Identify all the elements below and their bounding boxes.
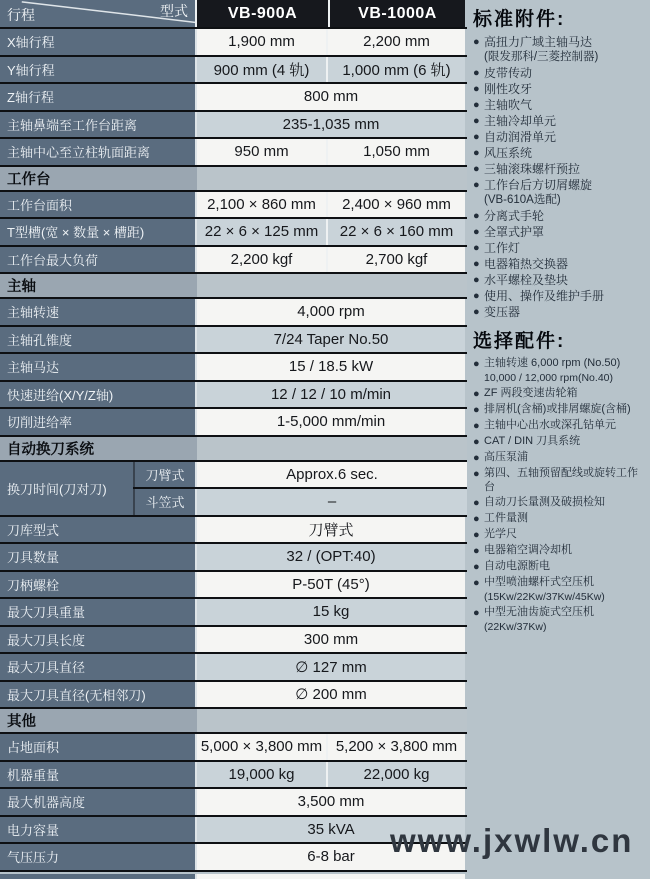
list-item <box>473 272 648 288</box>
list-item-label: 高扭力广域主轴马达 <box>484 35 593 49</box>
list-item <box>473 304 648 320</box>
table-row <box>0 654 467 682</box>
list-item <box>473 161 648 177</box>
list-item <box>473 559 648 575</box>
table-row <box>0 789 467 817</box>
website-watermark: www.jxwlw.cn <box>390 822 634 859</box>
row-label: T型槽(宽 × 数量 × 槽距) <box>0 219 197 245</box>
list-item-label: 第四、五轴预留配线或旋转工作台 <box>484 466 638 494</box>
list-item-label: 皮带传动 <box>484 66 533 80</box>
subrow-label: 斗笠式 <box>133 489 197 515</box>
list-item <box>473 386 648 402</box>
list-item-label: 电器箱热交换器 <box>484 257 569 271</box>
cutoff-row <box>0 874 467 879</box>
table-row <box>0 192 467 220</box>
table-row <box>0 247 467 275</box>
corner-model-axis-label: 型式 <box>160 3 188 19</box>
cutoff-row-value <box>197 874 465 879</box>
list-item-label: 分离式手轮 <box>484 209 545 223</box>
row-label: 主轴中心至立柱轨面距离 <box>0 139 197 165</box>
bullet-icon: ● <box>473 387 480 400</box>
row-value-both: 15 kg <box>197 599 465 625</box>
bullet-icon: ● <box>473 274 480 286</box>
row-value-both: ∅ 200 mm <box>197 682 465 708</box>
table-header-row <box>0 0 467 29</box>
corner-cell <box>0 0 197 27</box>
list-item-label: 光学尺 <box>484 528 517 541</box>
section-header-worktable <box>0 167 467 192</box>
list-item-label: 自动电源断电 <box>484 560 550 573</box>
row-value-vb900a: 19,000 kg <box>197 762 328 788</box>
row-label: 换刀时间(刀对刀) <box>0 462 133 517</box>
list-item-label: 全罩式护罩 <box>484 225 545 239</box>
row-value-both: 32 / (OPT:40) <box>197 544 465 570</box>
row-value-both: P-50T (45°) <box>197 572 465 598</box>
bullet-icon: ● <box>473 210 480 222</box>
bullet-icon: ● <box>473 513 480 526</box>
list-item <box>473 81 648 97</box>
list-item-label: 主轴吹气 <box>484 98 533 112</box>
list-item <box>473 224 648 240</box>
table-subrow <box>133 462 467 490</box>
bullet-icon: ● <box>473 529 480 542</box>
list-item-note: (限发那科/三菱控制器) <box>484 51 599 63</box>
list-item-label: 排屑机(含桶)或排屑螺旋(含桶) <box>484 402 631 415</box>
bullet-icon: ● <box>473 403 480 416</box>
list-item-label: 自动润滑单元 <box>484 130 557 144</box>
row-value-vb900a: 22 × 6 × 125 mm <box>197 219 328 245</box>
table-row <box>0 734 467 762</box>
bullet-icon: ● <box>473 451 480 464</box>
list-item-label: 水平螺栓及垫块 <box>484 273 569 287</box>
model-header-vb900a: VB-900A <box>197 0 330 27</box>
table-row <box>0 627 467 655</box>
row-value-both: 4,000 rpm <box>197 299 465 325</box>
bullet-icon: ● <box>473 290 480 302</box>
bullet-icon: ● <box>473 99 480 111</box>
list-item-note: 10,000 / 12,000 rpm(No.40) <box>484 372 613 384</box>
list-item-label: 工作灯 <box>484 241 521 255</box>
row-value-vb900a: 2,200 kgf <box>197 247 328 273</box>
list-item-label: 工件量测 <box>484 512 528 525</box>
row-label: 主轴转速 <box>0 299 197 325</box>
row-label: 快速进给(X/Y/Z轴) <box>0 382 197 408</box>
row-label: 气压压力 <box>0 844 197 870</box>
bullet-icon: ● <box>473 577 480 590</box>
standard-accessories-title: 标准附件: <box>473 9 566 30</box>
subrow-label: 刀臂式 <box>133 462 197 488</box>
model-header-vb1000a: VB-1000A <box>330 0 465 27</box>
tool-change-time-row <box>0 462 467 517</box>
bullet-icon: ● <box>473 36 480 48</box>
row-value-vb1000a: 22 × 6 × 160 mm <box>328 219 465 245</box>
bullet-icon: ● <box>473 467 480 480</box>
table-row <box>0 354 467 382</box>
bullet-icon: ● <box>473 131 480 143</box>
list-item-label: CAT / DIN 刀具系统 <box>484 434 581 447</box>
bullet-icon: ● <box>473 358 480 370</box>
bullet-icon: ● <box>473 258 480 270</box>
section-title: 自动换刀系统 <box>0 437 197 460</box>
table-row <box>0 84 467 112</box>
table-row <box>0 762 467 790</box>
table-row <box>0 139 467 167</box>
table-row <box>0 299 467 327</box>
list-item-note: (15Kw/22Kw/37Kw/45Kw) <box>484 591 605 604</box>
row-label: 工作台最大负荷 <box>0 247 197 273</box>
bullet-icon: ● <box>473 115 480 127</box>
subrow-value: – <box>197 489 467 515</box>
list-item <box>473 466 648 496</box>
row-label: 最大刀具直径 <box>0 654 197 680</box>
list-item-label: 主轴中心出水或深孔钻单元 <box>484 418 616 431</box>
row-value-vb1000a: 1,000 mm (6 轨) <box>328 57 465 83</box>
bullet-icon: ● <box>473 435 480 448</box>
bullet-icon: ● <box>473 147 480 159</box>
bullet-icon: ● <box>473 226 480 238</box>
row-value-both: 235-1,035 mm <box>197 112 465 138</box>
list-item-label: 中型喷油螺杆式空压机 <box>484 576 594 589</box>
section-filler <box>197 437 467 460</box>
row-value-vb1000a: 22,000 kg <box>328 762 465 788</box>
list-item <box>473 129 648 145</box>
row-value-vb900a: 5,000 × 3,800 mm <box>197 734 328 760</box>
bullet-icon: ● <box>473 419 480 432</box>
list-item-note: (22Kw/37Kw) <box>484 620 547 633</box>
list-item-label: 自动刀长量测及破损检知 <box>484 496 605 509</box>
list-item-label: 风压系统 <box>484 146 533 160</box>
section-filler <box>197 274 467 297</box>
row-value-both: 35 kVA <box>197 817 465 843</box>
row-label: 最大刀具长度 <box>0 627 197 653</box>
list-item <box>473 418 648 434</box>
row-label: Y轴行程 <box>0 57 197 83</box>
row-value-vb1000a: 2,700 kgf <box>328 247 465 273</box>
list-item-label: 主轴冷却单元 <box>484 114 557 128</box>
list-item <box>473 208 648 224</box>
row-label: 刀库型式 <box>0 517 197 543</box>
list-item-label: 电器箱空调冷却机 <box>484 544 572 557</box>
table-row <box>0 409 467 437</box>
section-header-spindle <box>0 274 467 299</box>
list-item <box>473 177 648 193</box>
table-row <box>0 599 467 627</box>
list-item <box>473 145 648 161</box>
row-value-both: 7/24 Taper No.50 <box>197 327 465 353</box>
bullet-icon: ● <box>473 242 480 254</box>
section-header-other <box>0 709 467 734</box>
list-item-label: 中型无油齿旋式空压机 <box>484 605 594 618</box>
bullet-icon: ● <box>473 163 480 175</box>
row-label: 主轴马达 <box>0 354 197 380</box>
list-item <box>473 34 648 50</box>
list-item-label: 主轴转速 6,000 rpm (No.50) <box>484 357 621 369</box>
bullet-icon: ● <box>473 179 480 191</box>
table-row <box>0 219 467 247</box>
row-value-vb1000a: 5,200 × 3,800 mm <box>328 734 465 760</box>
list-item-label: 工作台后方切屑螺旋 <box>484 178 593 192</box>
row-value-vb1000a: 2,200 mm <box>328 29 465 55</box>
cutoff-row-label <box>0 874 197 879</box>
row-label: 占地面积 <box>0 734 197 760</box>
optional-accessories-title: 选择配件: <box>473 331 566 352</box>
row-value-vb900a: 950 mm <box>197 139 328 165</box>
section-title: 其他 <box>0 709 197 732</box>
list-item <box>473 527 648 543</box>
list-item <box>473 511 648 527</box>
list-item <box>473 450 648 466</box>
subrow-value: Approx.6 sec. <box>197 462 467 488</box>
row-label: 最大刀具直径(无相邻刀) <box>0 682 197 708</box>
row-label: 刀具数量 <box>0 544 197 570</box>
list-item-note: (VB-610A选配) <box>484 194 561 206</box>
corner-row-axis-label: 行程 <box>7 7 35 23</box>
row-value-both: 15 / 18.5 kW <box>197 354 465 380</box>
section-title: 主轴 <box>0 274 197 297</box>
row-label: 电力容量 <box>0 817 197 843</box>
table-subrow <box>133 489 467 517</box>
row-value-both: 1-5,000 mm/min <box>197 409 465 435</box>
optional-accessories-list <box>473 356 648 634</box>
bullet-icon: ● <box>473 497 480 510</box>
row-value-vb900a: 900 mm (4 轨) <box>197 57 328 83</box>
list-item <box>473 113 648 129</box>
list-item <box>473 495 648 511</box>
list-item <box>473 65 648 81</box>
list-item <box>473 605 648 621</box>
list-item <box>473 402 648 418</box>
row-value-both: 6-8 bar <box>197 844 465 870</box>
bullet-icon: ● <box>473 606 480 619</box>
row-label: 刀柄螺栓 <box>0 572 197 598</box>
list-item <box>473 288 648 304</box>
row-value-both: 300 mm <box>197 627 465 653</box>
table-row <box>0 327 467 355</box>
row-label: 切削进给率 <box>0 409 197 435</box>
row-value-vb1000a: 2,400 × 960 mm <box>328 192 465 218</box>
bullet-icon: ● <box>473 83 480 95</box>
list-item-label: 三轴滚珠螺杆预拉 <box>484 162 581 176</box>
bullet-icon: ● <box>473 67 480 79</box>
list-item-label: 刚性攻牙 <box>484 82 533 96</box>
list-item <box>473 434 648 450</box>
list-item-label: 高压泵浦 <box>484 450 528 463</box>
list-item <box>473 575 648 591</box>
table-row <box>0 29 467 57</box>
row-value-vb900a: 2,100 × 860 mm <box>197 192 328 218</box>
row-value-vb1000a: 1,050 mm <box>328 139 465 165</box>
table-row <box>0 572 467 600</box>
table-row <box>0 112 467 140</box>
list-item <box>473 256 648 272</box>
row-label: X轴行程 <box>0 29 197 55</box>
table-row <box>0 544 467 572</box>
row-value-both: 3,500 mm <box>197 789 465 815</box>
row-value-both: 刀臂式 <box>197 517 465 543</box>
accessories-sidebar <box>467 0 650 879</box>
list-item <box>473 543 648 559</box>
bullet-icon: ● <box>473 306 480 318</box>
row-label: 主轴孔锥度 <box>0 327 197 353</box>
list-item <box>473 356 648 372</box>
section-filler <box>197 709 467 732</box>
section-header-atc <box>0 437 467 462</box>
table-row <box>0 57 467 85</box>
row-label: 机器重量 <box>0 762 197 788</box>
section-title: 工作台 <box>0 167 197 190</box>
row-label: 最大刀具重量 <box>0 599 197 625</box>
list-item <box>473 97 648 113</box>
row-label: 主轴鼻端至工作台距离 <box>0 112 197 138</box>
table-row <box>0 517 467 545</box>
list-item-label: 变压器 <box>484 305 521 319</box>
section-filler <box>197 167 467 190</box>
row-label: Z轴行程 <box>0 84 197 110</box>
row-value-vb900a: 1,900 mm <box>197 29 328 55</box>
row-label: 最大机器高度 <box>0 789 197 815</box>
row-label: 工作台面积 <box>0 192 197 218</box>
row-value-both: 800 mm <box>197 84 465 110</box>
table-row <box>0 382 467 410</box>
bullet-icon: ● <box>473 561 480 574</box>
bullet-icon: ● <box>473 545 480 558</box>
row-value-both: ∅ 127 mm <box>197 654 465 680</box>
row-value-both: 12 / 12 / 10 m/min <box>197 382 465 408</box>
list-item-label: ZF 两段变速齿轮箱 <box>484 386 578 399</box>
table-row <box>0 682 467 710</box>
list-item <box>473 240 648 256</box>
list-item-label: 使用、操作及维护手册 <box>484 289 605 303</box>
